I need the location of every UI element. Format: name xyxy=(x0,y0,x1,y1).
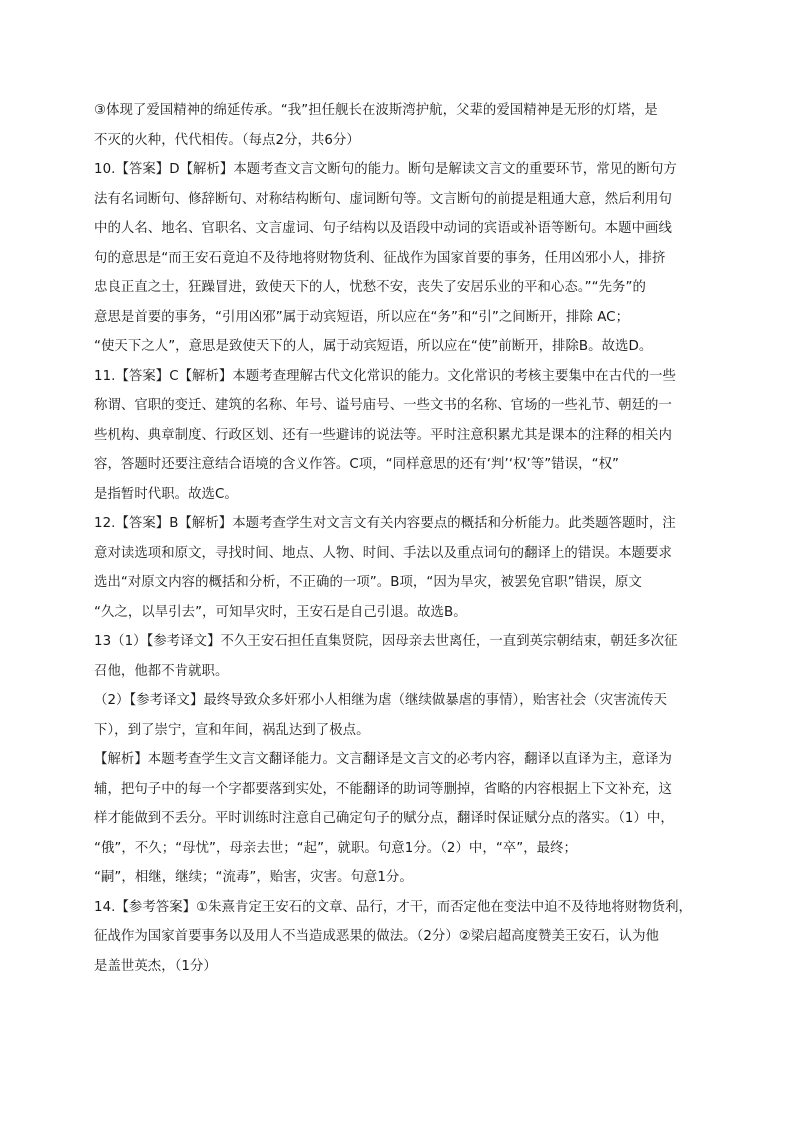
answer-13-analysis xyxy=(94,745,702,893)
text-line: 忠良正直之士，狂躁冒进，致使天下的人，忧愁不安，丧失了安居乐业的平和心态。”“先务”的 xyxy=(94,280,646,295)
text-line: 10.【答案】D【解析】本题考查文言文断句的能力。断句是解读文言文的重要环节，常见的断句方 xyxy=(94,162,677,177)
text-line: 称谓、官职的变迁、建筑的名称、年号、谥号庙号、一些文书的名称、官场的一些礼节、朝廷的一 xyxy=(94,398,672,413)
answer-14 xyxy=(94,893,702,982)
text-line: 选出“对原文内容的概括和分析，不正确的一项”。B项，“因为旱灾，被罢免官职”错误，原文 xyxy=(94,575,642,590)
answer-13-part-1 xyxy=(94,627,702,686)
text-line: 13（1）【参考译文】不久王安石担任直集贤院，因母亲去世离任，一直到英宗朝结束，朝廷多次征 xyxy=(94,634,678,649)
text-line: 是指暂时代职。故选C。 xyxy=(94,486,238,502)
text-line: 征战作为国家首要事务以及用人不当造成恶果的做法。（2分）②梁启超高度赞美王安石，认为他 xyxy=(94,929,659,944)
text-line: 11.【答案】C【解析】本题考查理解古代文化常识的能力。文化常识的考核主要集中在古代的一些 xyxy=(94,368,676,384)
answer-text-body xyxy=(94,96,702,981)
text-line: 些机构、典章制度、行政区划、还有一些避讳的说法等。平时注意积累尤其是课本的注释的相关内 xyxy=(94,427,672,443)
text-line: 中的人名、地名、官职名、文言虚词、句子结构以及语段中动词的宾语或补语等断句。本题中画线 xyxy=(94,221,672,236)
text-line: 法有名词断句、修辞断句、对称结构断句、虚词断句等。文言断句的前提是粗通大意，然后利用句 xyxy=(94,191,672,207)
text-line: 下），到了崇宁，宣和年间，祸乱达到了极点。 xyxy=(94,722,370,738)
text-line: 容，答题时还要注意结合语境的含义作答。C项，“同样意思的还有‘判’‘权’等”错误，“权” xyxy=(94,457,619,472)
answer-12 xyxy=(94,509,702,627)
text-line: 【解析】本题考查学生文言文翻译能力。文言翻译是文言文的必考内容，翻译以直译为主，意译为 xyxy=(94,752,672,767)
answer-9-continuation xyxy=(94,96,702,155)
answer-11 xyxy=(94,362,702,510)
text-line: 不灭的火种，代代相传。（每点2分，共6分） xyxy=(94,132,360,148)
text-line: （2）【参考译文】最终导致众多奸邪小人相继为虐（继续做暴虐的事情），贻害社会（灾害流传天 xyxy=(94,693,668,708)
text-line: 是盖世英杰，（1分） xyxy=(94,958,217,974)
answer-13-part-2 xyxy=(94,686,702,745)
text-line: “使天下之人”，意思是致使天下的人，属于动宾短语，所以应在“使”前断开，排除B。故选D。 xyxy=(94,339,653,354)
text-line: 辅，把句子中的每一个字都要落到实处，不能翻译的助词等删掉，省略的内容根据上下文补充，这 xyxy=(94,781,672,797)
text-line: 意思是首要的事务，“引用凶邪”属于动宾短语，所以应在“务”和“引”之间断开，排除 AC； xyxy=(94,309,630,325)
text-line: 样才能做到不丢分。平时训练时注意自己确定句子的赋分点，翻译时保证赋分点的落实。（1）中， xyxy=(94,811,674,826)
text-line: ③体现了爱国精神的绵延传承。“我”担任舰长在波斯湾护航，父辈的爱国精神是无形的灯塔，是 xyxy=(94,103,658,118)
text-line: “久之，以旱引去”，可知旱灾时，王安石是自己引退。故选B。 xyxy=(94,604,467,620)
text-line: “俄”，不久；“母忧”，母亲去世；“起”，就职。句意1分。（2）中，“卒”，最终； xyxy=(94,840,577,856)
text-line: 意对读选项和原文，寻找时间、地点、人物、时间、手法以及重点词句的翻译上的错误。本题要求 xyxy=(94,545,672,561)
text-line: “嗣”，相继，继续；“流毒”，贻害，灾害。句意1分。 xyxy=(94,870,413,885)
text-line: 12.【答案】B【解析】本题考查学生对文言文有关内容要点的概括和分析能力。此类题答题时，注 xyxy=(94,516,676,531)
text-line: 召他，他都不肯就职。 xyxy=(94,663,229,679)
text-line: 句的意思是“而王安石竟迫不及待地将财物货利、征战作为国家首要的事务，任用凶邪小人，排挤 xyxy=(94,250,666,266)
answer-10 xyxy=(94,155,702,362)
text-line: 14.【参考答案】①朱熹肯定王安石的文章、品行，才干，而否定他在变法中迫不及待地将财物货利， xyxy=(94,899,693,915)
